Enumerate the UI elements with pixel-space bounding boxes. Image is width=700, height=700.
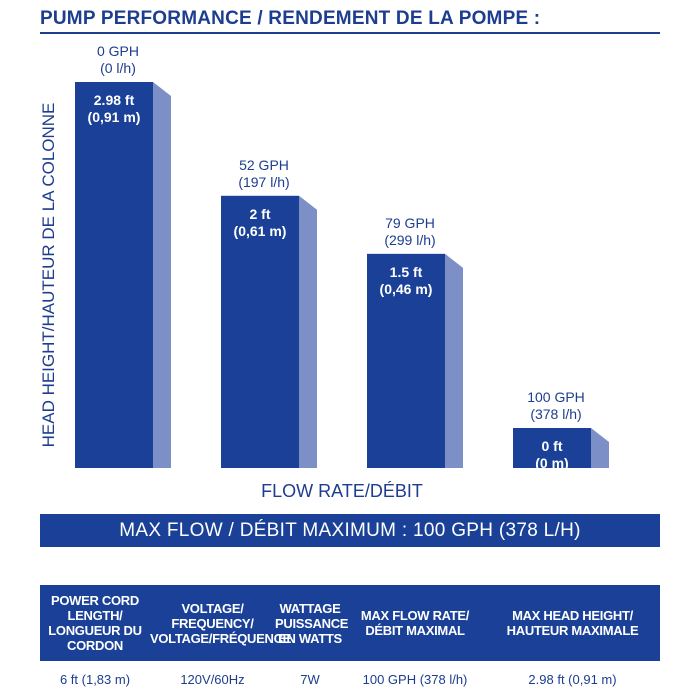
bar-side bbox=[445, 254, 463, 468]
value-voltage: 120V/60Hz bbox=[180, 671, 245, 687]
data-label-m: (0,46 m) bbox=[379, 280, 433, 297]
data-label-ft: 1.5 ft bbox=[389, 263, 423, 280]
category-label-metric: (378 l/h) bbox=[530, 406, 582, 422]
x-axis-label: FLOW RATE/DÉBIT bbox=[261, 481, 423, 501]
data-label-ft: 2.98 ft bbox=[93, 92, 135, 108]
value-max-flow: 100 GPH (378 l/h) bbox=[362, 671, 468, 687]
data-label-m: (0,61 m) bbox=[233, 222, 287, 239]
header-max-flow: MAX FLOW RATE/ DÉBIT MAXIMAL bbox=[360, 608, 470, 638]
data-label-ft: 0 ft bbox=[541, 438, 563, 454]
max-flow-banner: MAX FLOW / DÉBIT MAXIMUM : 100 GPH (378 L/H) bbox=[40, 514, 660, 547]
header-power-cord: POWER CORD LENGTH/ LONGUEUR DU CORDON bbox=[48, 593, 142, 653]
page-title: PUMP PERFORMANCE / RENDEMENT DE LA POMPE : bbox=[40, 8, 541, 29]
value-power-cord: 6 ft (1,83 m) bbox=[59, 671, 131, 687]
bar-side bbox=[299, 196, 317, 468]
header-max-head: MAX HEAD HEIGHT/ HAUTEUR MAXIMALE bbox=[506, 608, 639, 638]
bar bbox=[75, 82, 153, 468]
category-label-metric: (0 l/h) bbox=[100, 60, 136, 76]
spec-table-header bbox=[40, 585, 660, 661]
data-label-ft: 2 ft bbox=[249, 205, 271, 222]
value-max-head: 2.98 ft (0,91 m) bbox=[528, 671, 617, 687]
header-voltage: VOLTAGE/ FREQUENCY/ VOLTAGE/FRÉQUENCE bbox=[150, 600, 292, 646]
spec-table-row bbox=[40, 666, 660, 692]
data-label-m: (0,91 m) bbox=[87, 109, 141, 125]
value-wattage: 7W bbox=[300, 671, 320, 687]
category-label-flow: 100 GPH bbox=[527, 389, 585, 405]
header-wattage: WATTAGE PUISSANCE EN WATTS bbox=[275, 600, 349, 646]
bar-side bbox=[153, 82, 171, 468]
category-label-flow: 79 GPH bbox=[385, 214, 435, 231]
category-label-metric: (197 l/h) bbox=[238, 173, 290, 190]
y-axis-label: HEAD HEIGHT/HAUTEUR DE LA COLONNE bbox=[39, 102, 58, 448]
category-label-flow: 52 GPH bbox=[239, 156, 289, 173]
data-label-m: (0 m) bbox=[535, 455, 569, 471]
category-label-metric: (299 l/h) bbox=[384, 231, 436, 248]
category-label-flow: 0 GPH bbox=[96, 43, 140, 59]
bar-side bbox=[591, 428, 609, 468]
